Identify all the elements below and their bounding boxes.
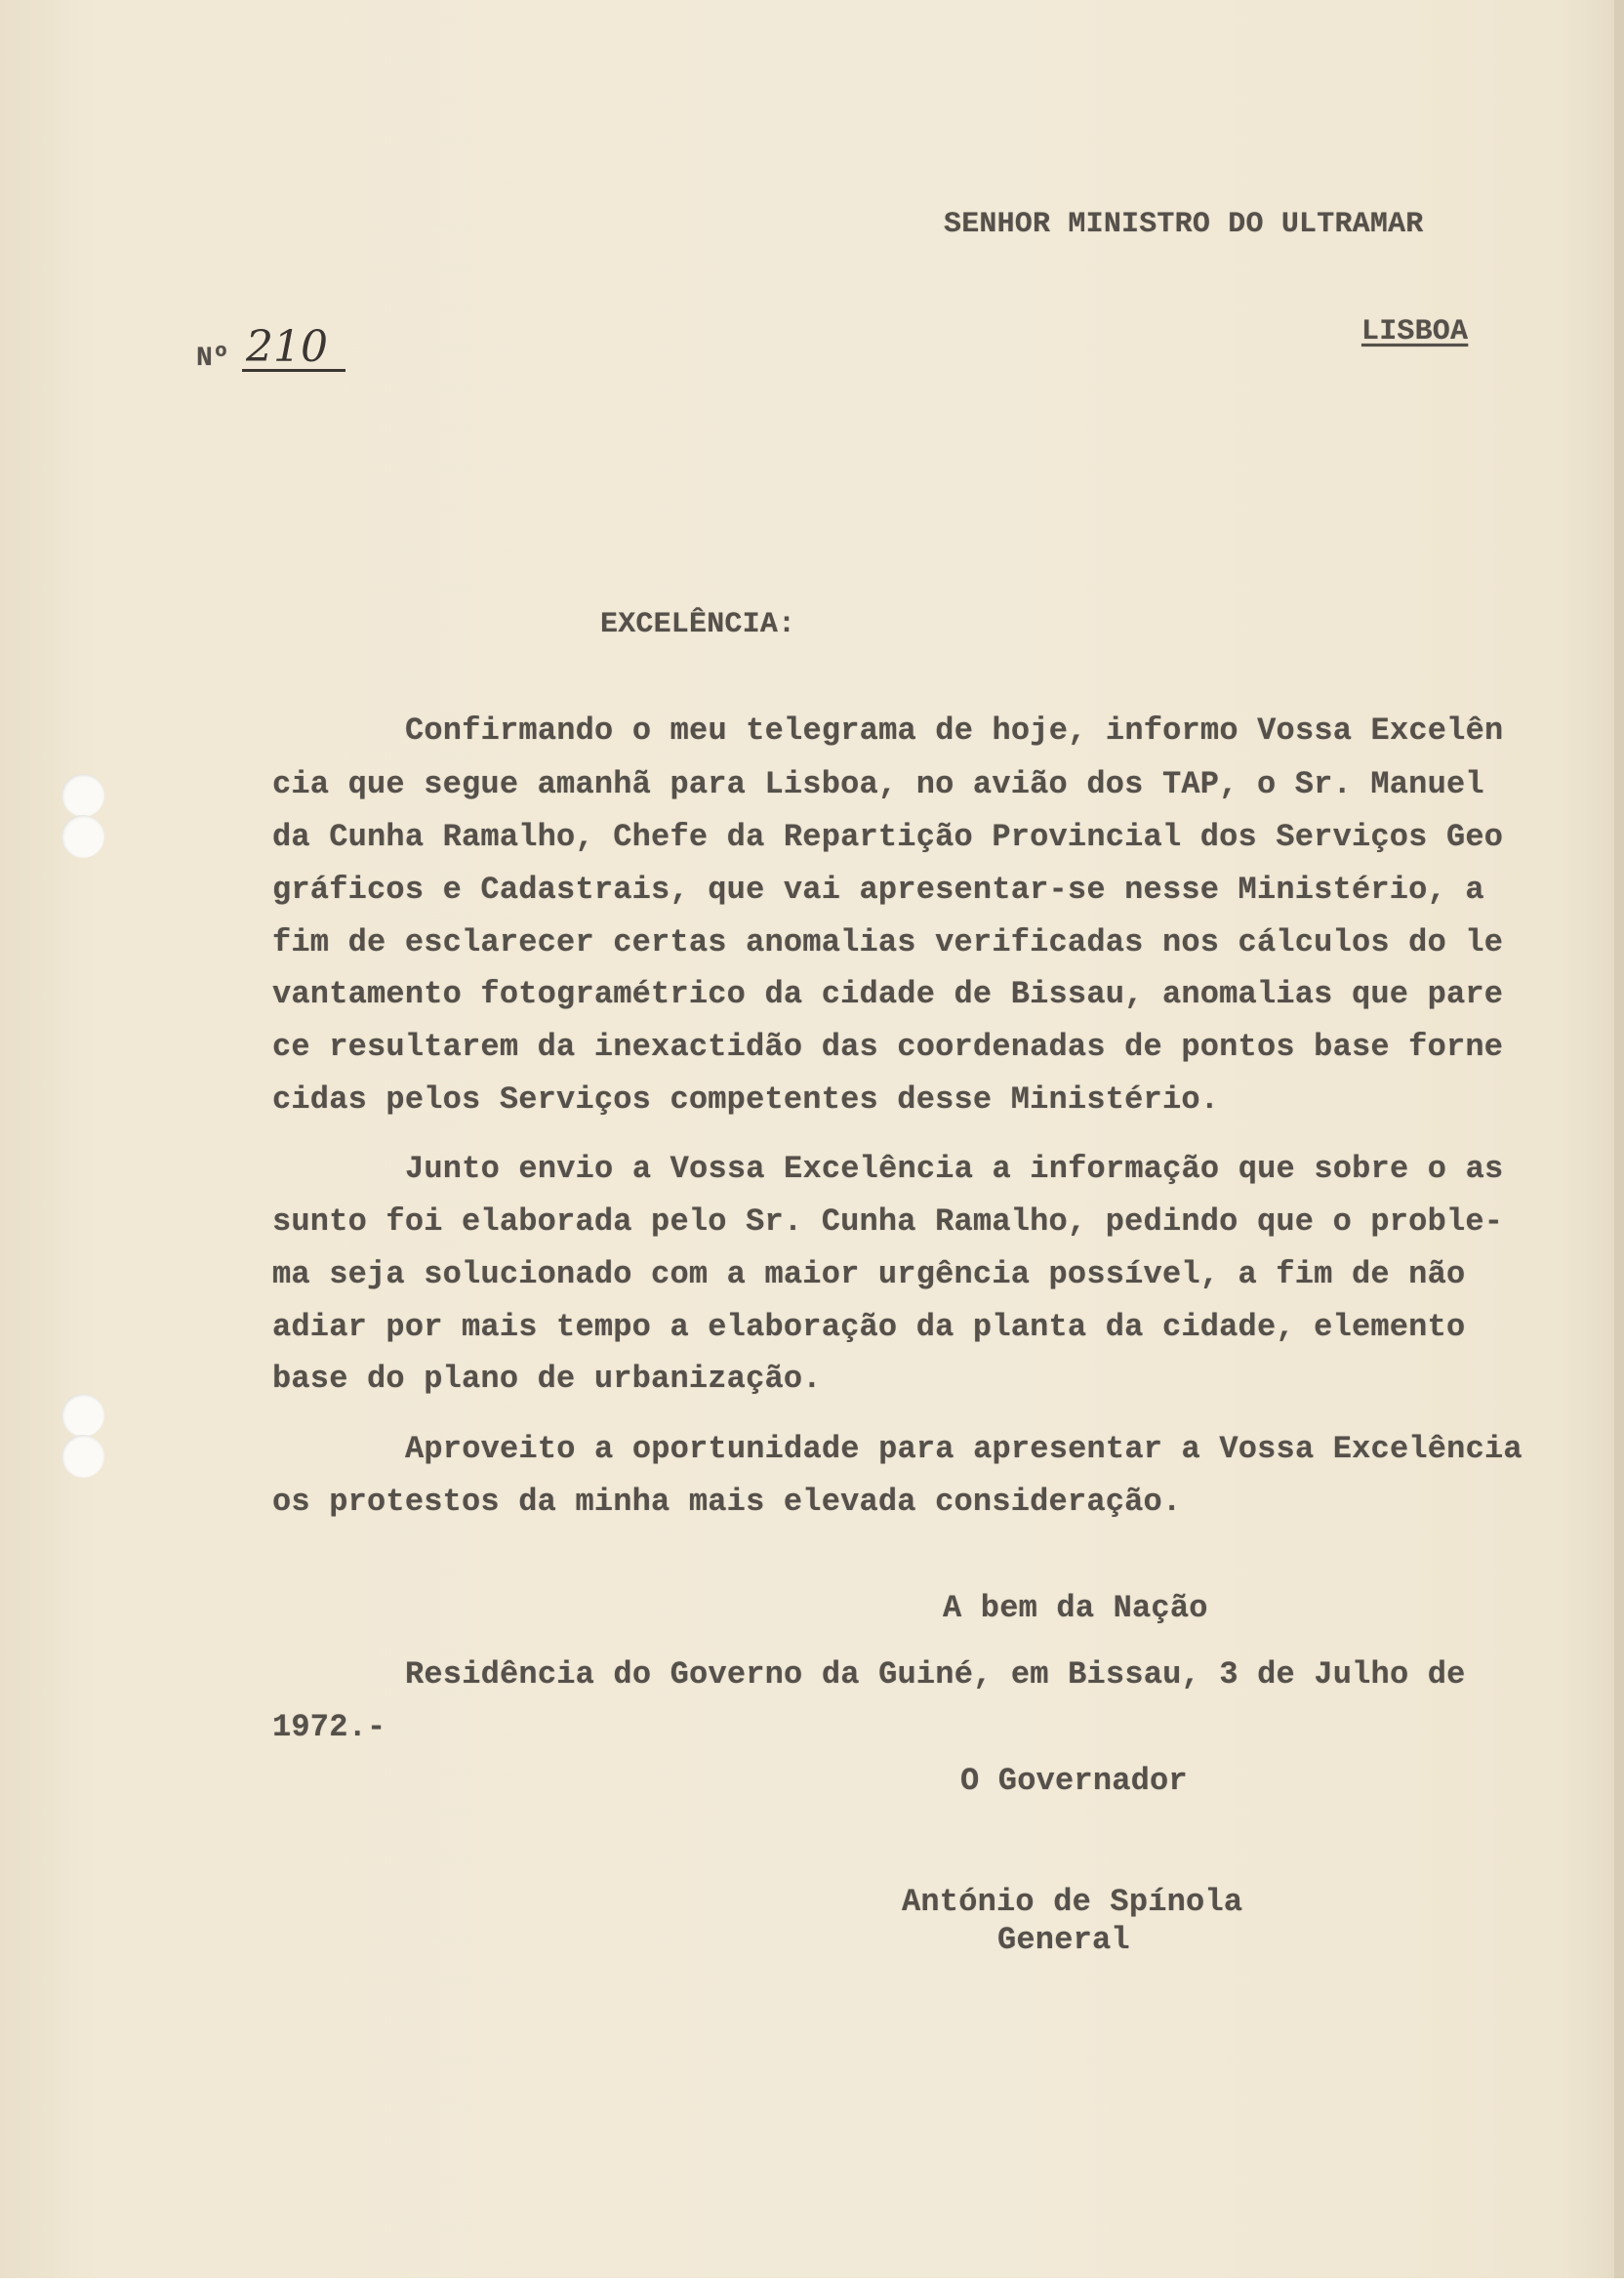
body-line: adiar por mais tempo a elaboração da planta da cidade, elemento xyxy=(272,1309,1466,1345)
body-line: Confirmando o meu telegrama de hoje, informo Vossa Excelên xyxy=(405,713,1504,749)
body-line: base do plano de urbanização. xyxy=(272,1361,822,1397)
paper-bottom-edge xyxy=(0,2278,1624,2284)
body-line: Aproveito a oportunidade para apresentar a Vossa Excelência xyxy=(405,1431,1522,1467)
closing-motto: A bem da Nação xyxy=(943,1590,1208,1626)
body-line: fim de esclarecer certas anomalias verificadas nos cálculos do le xyxy=(272,924,1504,960)
punch-hole xyxy=(61,815,104,858)
place-date: Residência do Governo da Guiné, em Bissau, 3 de Julho de xyxy=(405,1656,1466,1693)
paper-edge xyxy=(1614,0,1624,2284)
body-line: cidas pelos Serviços competentes desse Ministério. xyxy=(272,1081,1220,1118)
body-line: cia que segue amanhã para Lisboa, no avião dos TAP, o Sr. Manuel xyxy=(272,766,1484,802)
body-line: da Cunha Ramalho, Chefe da Repartição Provincial dos Serviços Geo xyxy=(272,819,1504,855)
salutation: EXCELÊNCIA: xyxy=(600,608,796,641)
body-line: gráficos e Cadastrais, que vai apresentar-se nesse Ministério, a xyxy=(272,872,1484,908)
punch-hole xyxy=(61,774,104,817)
punch-hole xyxy=(61,1394,104,1437)
body-line: ma seja solucionado com a maior urgência possível, a fim de não xyxy=(272,1256,1466,1292)
number-label: Nº xyxy=(196,344,230,374)
body-line: sunto foi elaborada pelo Sr. Cunha Ramalho, pedindo que o proble- xyxy=(272,1203,1504,1240)
body-line: ce resultarem da inexactidão das coordenadas de pontos base forne xyxy=(272,1029,1504,1065)
signer-title: O Governador xyxy=(960,1763,1188,1799)
place-date-year: 1972.- xyxy=(272,1709,386,1745)
city: LISBOA xyxy=(1361,315,1469,348)
body-line: os protestos da minha mais elevada consideração. xyxy=(272,1484,1182,1520)
body-line: vantamento fotogramétrico da cidade de Bissau, anomalias que pare xyxy=(272,976,1504,1012)
body-line: Junto envio a Vossa Excelência a informação que sobre o as xyxy=(405,1151,1504,1187)
punch-hole xyxy=(61,1435,104,1478)
signer-rank: General xyxy=(997,1922,1130,1958)
signer-name: António de Spínola xyxy=(902,1884,1243,1920)
handwritten-number: 210 xyxy=(242,326,345,372)
addressee: SENHOR MINISTRO DO ULTRAMAR xyxy=(944,208,1424,241)
